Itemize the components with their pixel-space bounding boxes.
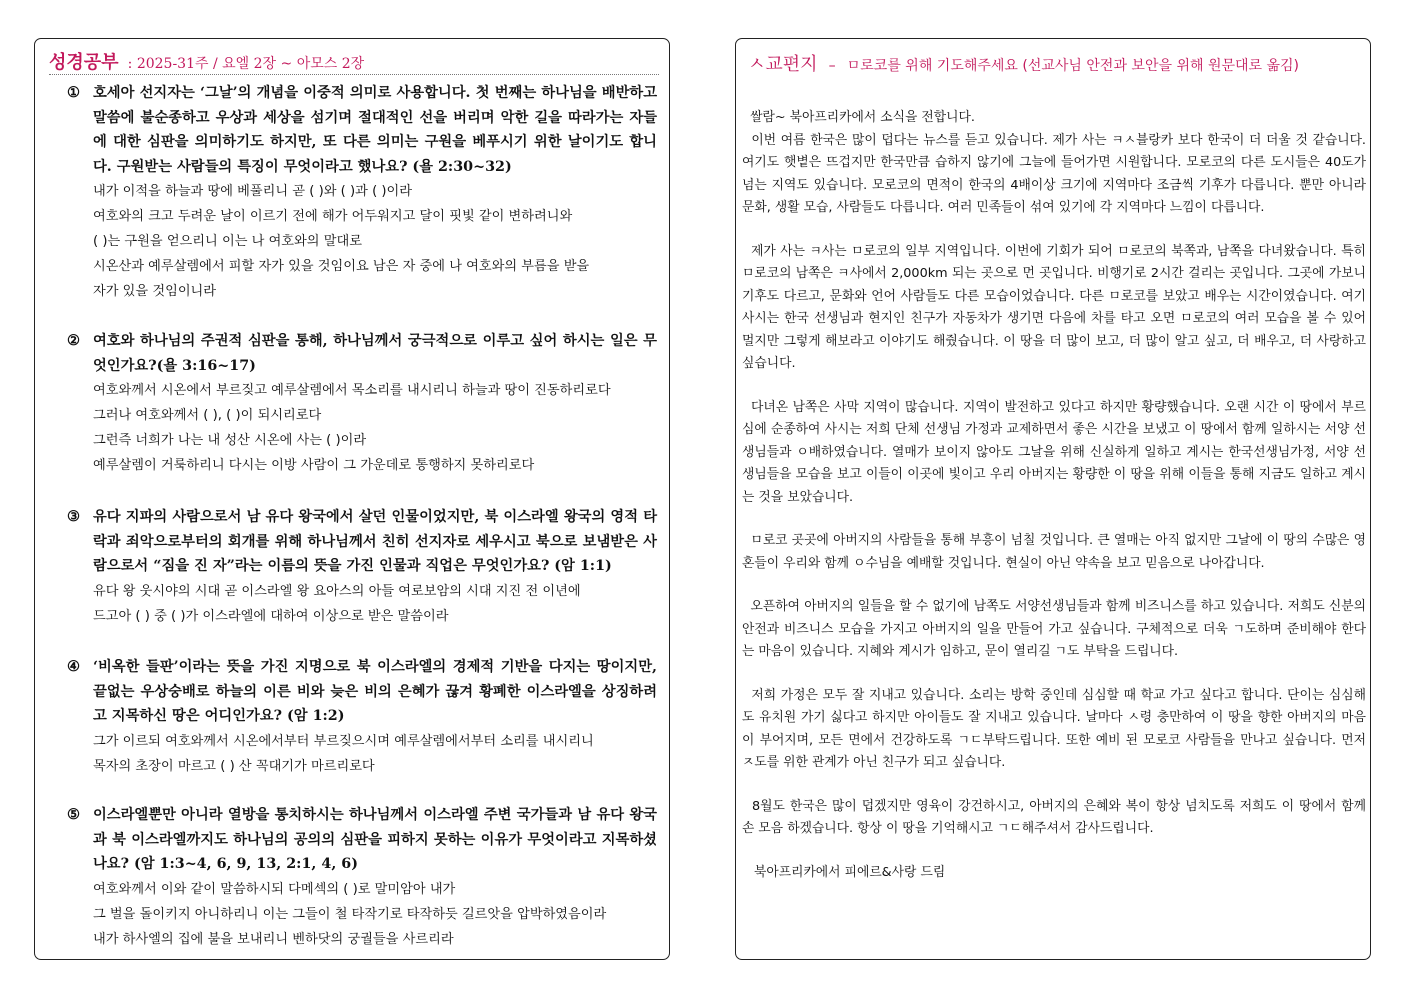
- passage-line: 여호와께서 시온에서 부르짖고 예루살렘에서 목소리를 내시리니 하늘과 땅이 진동하리로다: [93, 383, 611, 398]
- question-number: ⑤: [67, 807, 80, 823]
- question-text: 호세아 선지자는 ‘그날’의 개념을 이중적 의미로 사용합니다. 첫 번째는 하나님을 배반하고 말씀에 불순종하고 우상과 세상을 섬기며 절대적인 선을 버리며 악한 길을 따라가는 자들에 대한 심판을 의미하기도 하지만, 또 다른 의미는 구원을 베푸시기 위한 날이기도 합니다. 구원받는 사람들의 특징이 무엇이라고 했나요? (욜 2:30~32): [93, 85, 657, 175]
- mission-letter-subtitle: ㅁ로코를 위해 기도해주세요 (선교사님 안전과 보안을 위해 원문대로 옮김): [846, 58, 1299, 74]
- letter-paragraph: 오픈하여 아버지의 일들을 할 수 없기에 남쪽도 서양선생님들과 함께 비즈니스를 하고 있습니다. 저희도 신분의 안전과 비즈니스 모습을 가지고 아버지의 일을 만들어 가고 싶습니다. 구체적으로 더욱 ㄱ도하며 준비해야 한다는 마음이 있습니다. 지혜와 계시가 임하고, 문이 열리길 ㄱ도 부탁을 드립니다.: [742, 599, 1371, 659]
- question-text: 유다 지파의 사람으로서 남 유다 왕국에서 살던 인물이었지만, 북 이스라엘 왕국의 영적 타락과 죄악으로부터의 회개를 위해 하나님께서 친히 선지자로 세우시고 북으로 보냄받은 사람으로서 “짐을 진 자”라는 이름의 뜻을 가진 인물과 직업은 무엇인가요? (암 1:1): [93, 509, 657, 574]
- answer-passage: [93, 877, 657, 952]
- passage-line: 그러나 여호와께서 ( ), ( )이 되시리로다: [93, 408, 322, 423]
- passage-line: 예루살렘이 거룩하리니 다시는 이방 사람이 그 가운데로 통행하지 못하리로다: [93, 458, 535, 473]
- question-text: ‘비옥한 들판’이라는 뜻을 가진 지명으로 북 이스라엘의 경제적 기반을 다지는 땅이지만, 끝없는 우상숭배로 하늘의 이른 비와 늦은 비의 은혜가 끊겨 황폐한 이스라엘을 상징하려고 지목하신 땅은 어디인가요? (암 1:2): [93, 659, 657, 724]
- passage-line: 유다 왕 웃시야의 시대 곧 이스라엘 왕 요아스의 아들 여로보암의 시대 지진 전 이년에: [93, 583, 581, 599]
- passage-line: 그가 이르되 여호와께서 시온에서부터 부르짖으시며 예루살렘에서부터 소리를 내시리니: [93, 733, 594, 749]
- title-dash: –: [828, 58, 836, 74]
- passage-line: 그런즉 너희가 나는 내 성산 시온에 사는 ( )이라: [93, 433, 367, 448]
- passage-line: 시온산과 예루살렘에서 피할 자가 있을 것임이요 남은 자 중에 나 여호와의 부름을 받을: [93, 259, 590, 274]
- question-number: ①: [67, 85, 80, 101]
- passage-line: 그 벌을 돌이키지 아니하리니 이는 그들이 철 타작기로 타작하듯 길르앗을 압박하였음이라: [93, 906, 607, 922]
- question-number: ③: [67, 509, 80, 525]
- question-text: 이스라엘뿐만 아니라 열방을 통치하시는 하나님께서 이스라엘 주변 국가들과 남 유다 왕국과 북 이스라엘까지도 하나님의 공의의 심판을 피하지 못하는 이유가 무엇이라고 지목하셨나요? (암 1:3~4, 6, 9, 13, 2:1, 4, 6): [93, 807, 657, 872]
- answer-passage: [93, 179, 657, 304]
- question-4: [67, 655, 657, 779]
- mission-letter-header: [748, 50, 1360, 76]
- passage-line: 여호와의 크고 두려운 날이 이르기 전에 해가 어두워지고 달이 핏빛 같이 변하려니와: [93, 209, 573, 224]
- letter-paragraph: 다녀온 남쪽은 사막 지역이 많습니다. 지역이 발전하고 있다고 하지만 황량했습니다. 오랜 시간 이 땅에서 부르심에 순종하여 사시는 저희 단체 선생님 가정과 교제하면서 좋은 시간을 보냈고 이 땅에서 함께 일하시는 서양 선생님들과 ㅇ배하였습니다. 열매가 보이지 않아도 그날을 위해 신실하게 일하고 계시는 한국선생님가정, 서양 선생님들을 모습을 보고 이들이 이곳에 빛이고 우리 아버지는 황량한 이 땅을 위해 이들을 통해 지금도 일하고 계시는 것을 보았습니다.: [742, 399, 1366, 505]
- letter-paragraph: 저희 가정은 모두 잘 지내고 있습니다. 소리는 방학 중인데 심심할 때 학교 가고 싶다고 합니다. 단이는 심심해도 유치원 가기 싫다고 하지만 아이들도 잘 지내고 있습니다. 날마다 ㅅ령 충만하여 이 땅을 향한 아버지의 마음이 부어지며, 모든 면에서 건강하도록 ㄱㄷ부탁드립니다. 또한 예비 된 모로코 사람들을 만나고 싶습니다. 먼저 ㅈ도를 위한 관계가 아닌 친구가 되고 싶습니다.: [742, 687, 1371, 770]
- passage-line: 여호와께서 이와 같이 말씀하시되 다메섹의 ( )로 말미암아 내가: [93, 881, 456, 897]
- letter-paragraph: 8월도 한국은 많이 덥겠지만 영육이 강건하시고, 아버지의 은혜와 복이 항상 넘치도록 저희도 이 땅에서 함께 손 모음 하겠습니다. 항상 이 땅을 기억해시고 ㄱㄷ해주셔서 감사드립니다.: [742, 798, 1371, 836]
- question-text: 여호와 하나님의 주권적 심판을 통해, 하나님께서 궁극적으로 이루고 싶어 하시는 일은 무엇인가요?(욜 3:16~17): [93, 333, 657, 374]
- letter-body: [742, 107, 1371, 884]
- answer-passage: [93, 378, 657, 478]
- bible-study-subtitle: : 2025-31주 / 요엘 2장 ~ 아모스 2장: [127, 56, 365, 72]
- mission-letter-title: ㅅ교편지: [748, 54, 818, 75]
- passage-line: 내가 하사엘의 집에 불을 보내리니 벤하닷의 궁궐들을 사르리라: [93, 931, 454, 947]
- letter-paragraph: ㅁ로코 곳곳에 아버지의 사람들을 통해 부흥이 넘칠 것입니다. 큰 열매는 아직 없지만 그날에 이 땅의 수많은 영혼들이 우리와 함께 ㅇ수님을 예배할 것입니다. 현실이 아닌 약속을 보고 믿음으로 나아갑니다.: [742, 533, 1366, 571]
- question-3: [67, 505, 657, 629]
- passage-line: 자가 있을 것임이니라: [93, 284, 217, 299]
- bible-study-title: 성경공부: [49, 52, 119, 73]
- question-5: [67, 803, 657, 952]
- answer-passage: [93, 579, 657, 629]
- letter-signature: 북아프리카에서 피에르&사랑 드림: [754, 864, 946, 880]
- passage-line: 드고아 ( ) 중 ( )가 이스라엘에 대하여 이상으로 받은 말씀이라: [93, 608, 449, 624]
- passage-line: 내가 이적을 하늘과 땅에 베풀리니 곧 ( )와 ( )과 ( )이라: [93, 184, 413, 199]
- question-1: [67, 81, 657, 304]
- letter-paragraph: 제가 사는 ㅋ사는 ㅁ로코의 일부 지역입니다. 이번에 기회가 되어 ㅁ로코의 북쪽과, 남쪽을 다녀왔습니다. 특히 ㅁ로코의 남쪽은 ㅋ사에서 2,000km 되는 곳으로 먼 곳입니다. 비행기로 2시간 걸리는 곳입니다. 그곳에 가보니 기후도 다르고, 문화와 언어 사람들도 다른 모습이었습니다. 다른 ㅁ로코를 보았고 배우는 시간이였습니다. 여기 사시는 한국 선생님과 현지인 친구가 자동차가 생기면 다음에 차를 타고 오면 ㅁ로코의 여러 모습을 볼 수 있어 멀지만 그렇게 해보라고 이야기도 해줬습니다. 이 땅을 더 많이 보고, 더 많이 알고 싶고, 더 배우고, 더 사랑하고 싶습니다.: [742, 243, 1371, 371]
- bible-study-panel: [34, 38, 670, 960]
- mission-letter-panel: [735, 38, 1371, 960]
- question-number: ②: [67, 333, 80, 349]
- passage-line: 목자의 초장이 마르고 ( ) 산 꼭대기가 마르리로다: [93, 758, 375, 774]
- question-number: ④: [67, 659, 80, 675]
- passage-line: ( )는 구원을 얻으리니 이는 나 여호와의 말대로: [93, 234, 362, 249]
- answer-passage: [93, 729, 657, 779]
- question-2: [67, 329, 657, 478]
- letter-paragraph: 쌀람~ 북아프리카에서 소식을 전합니다. 이번 여름 한국은 많이 덥다는 뉴스를 듣고 있습니다. 제가 사는 ㅋㅅ블랑카 보다 한국이 더 더울 것 같습니다. 여기도 햇볕은 뜨겁지만 한국만큼 습하지 않기에 그늘에 들어가면 시원합니다. 모로코의 다른 도시들은 40도가 넘는 지역도 있습니다. 모로코의 면적이 한국의 4배이상 크기에 지역마다 조금씩 기후가 다릅니다. 뿐만 아니라 문화, 생활 모습, 사람들도 다릅니다. 여러 민족들이 섞여 있기에 각 지역마다 느낌이 다릅니다.: [742, 110, 1366, 215]
- bible-study-header: [49, 48, 659, 75]
